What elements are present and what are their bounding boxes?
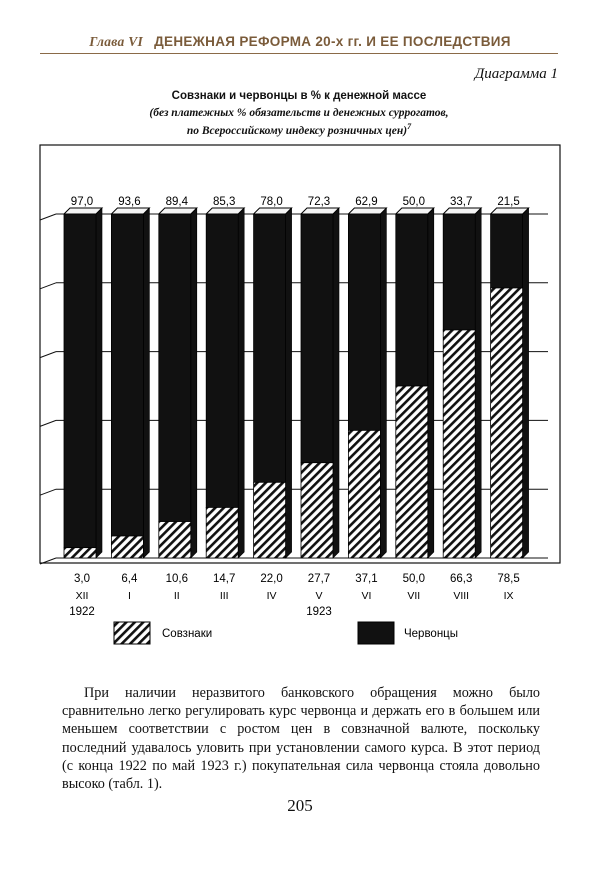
bar-chervontsy-6 [301, 214, 333, 463]
year-label-1923: 1923 [306, 606, 332, 618]
month-label-5: IV [266, 590, 277, 602]
chart-subtitle-line2-text: по Всероссийскому индексу розничных цен) [186, 124, 408, 137]
gridline-depth [40, 420, 56, 426]
legend-label-chervontsy: Червонцы [404, 628, 459, 640]
bar-sovznaki-10 [491, 288, 523, 558]
label-sovznaki-8: 50,0 [402, 573, 425, 585]
bar-chervontsy-10 [491, 214, 523, 288]
label-sovznaki-6: 27,7 [307, 573, 331, 585]
gridline-depth [40, 489, 56, 495]
bar-side-9 [475, 208, 481, 558]
diagram-label: Диаграмма 1 [474, 66, 558, 82]
gridline-depth [40, 283, 56, 289]
label-sovznaki-2: 6,4 [121, 573, 138, 585]
bar-chervontsy-1 [64, 214, 96, 548]
page-number: 205 [287, 796, 313, 815]
label-sovznaki-7: 37,1 [355, 573, 378, 585]
month-label-2: I [127, 590, 131, 602]
bar-side-4 [238, 208, 244, 558]
bar-chervontsy-8 [396, 214, 428, 386]
bar-top-4 [206, 208, 244, 214]
chart-title: Совзнаки и червонцы в % к денежной массе [171, 90, 427, 102]
bar-side-3 [191, 208, 197, 558]
bar-top-3 [159, 208, 197, 214]
label-sovznaki-10: 78,5 [497, 573, 520, 585]
legend-label-sovznaki: Совзнаки [162, 628, 213, 640]
bar-top-2 [111, 208, 149, 214]
bar-sovznaki-4 [206, 507, 238, 558]
bar-side-6 [333, 208, 339, 558]
label-chervontsy-3: 89,4 [165, 196, 188, 208]
month-label-6: V [315, 590, 323, 602]
bar-sovznaki-9 [443, 330, 475, 558]
bar-side-10 [523, 208, 529, 558]
label-chervontsy-4: 85,3 [213, 196, 236, 208]
label-sovznaki-9: 66,3 [450, 573, 473, 585]
label-chervontsy-10: 21,5 [497, 196, 520, 208]
month-label-1: XII [75, 590, 89, 602]
body-paragraph: При наличии неразвитого банковского обращения можно было сравнительно легко регулировать курс червонца и держать его в большем или меньшем соответствии с ростом цен в совзначной валюте, поскольку последний удавалось уловить при установлении самого курса. В этот период (с конца 1922 по май 1923 г.) покупательная сила червонца стояла довольно высоко (табл. 1). [62, 685, 540, 793]
label-chervontsy-7: 62,9 [355, 196, 378, 208]
bar-side-7 [380, 208, 386, 558]
bar-top-9 [443, 208, 481, 214]
bar-chervontsy-7 [348, 214, 380, 430]
footnote-mark: 7 [407, 122, 412, 131]
chart-subtitle-line1: (без платежных % обязательств и денежных суррогатов, [149, 107, 449, 119]
bar-side-2 [143, 208, 149, 558]
label-sovznaki-3: 10,6 [165, 573, 188, 585]
bar-chervontsy-9 [443, 214, 475, 330]
bar-sovznaki-7 [348, 430, 380, 558]
chapter-number: Глава VI [89, 34, 144, 49]
bar-top-8 [396, 208, 434, 214]
bar-chervontsy-4 [206, 214, 238, 507]
bar-sovznaki-8 [396, 386, 428, 558]
gridline-depth [40, 352, 56, 358]
gridline-depth [40, 214, 56, 220]
legend-swatch-chervontsy [358, 622, 394, 644]
label-sovznaki-4: 14,7 [213, 573, 236, 585]
bar-sovznaki-3 [159, 522, 191, 558]
year-label-1922: 1922 [69, 606, 95, 618]
bar-sovznaki-5 [254, 482, 286, 558]
bar-chervontsy-5 [254, 214, 286, 482]
bar-side-1 [96, 208, 102, 558]
bar-sovznaki-1 [64, 548, 96, 558]
label-chervontsy-5: 78,0 [260, 196, 283, 208]
month-label-8: VII [407, 590, 421, 602]
bar-top-7 [348, 208, 386, 214]
month-label-4: III [219, 590, 229, 602]
chapter-title: ДЕНЕЖНАЯ РЕФОРМА 20-х гг. И ЕЕ ПОСЛЕДСТВИЯ [154, 34, 511, 49]
label-chervontsy-1: 97,0 [70, 196, 94, 208]
bar-top-1 [64, 208, 102, 214]
bar-chervontsy-3 [159, 214, 191, 522]
bar-top-5 [254, 208, 292, 214]
bar-sovznaki-6 [301, 463, 333, 558]
label-chervontsy-9: 33,7 [450, 196, 473, 208]
month-label-10: IX [503, 590, 514, 602]
label-chervontsy-2: 93,6 [118, 196, 141, 208]
bar-sovznaki-2 [111, 536, 143, 558]
month-label-7: VI [361, 590, 372, 602]
bar-top-6 [301, 208, 339, 214]
label-sovznaki-5: 22,0 [260, 573, 283, 585]
bar-chervontsy-2 [111, 214, 143, 536]
bar-side-5 [286, 208, 292, 558]
legend-swatch-sovznaki [114, 622, 150, 644]
bar-top-10 [491, 208, 529, 214]
label-sovznaki-1: 3,0 [74, 573, 90, 585]
bar-side-8 [428, 208, 434, 558]
month-label-9: VIII [453, 590, 470, 602]
label-chervontsy-8: 50,0 [402, 196, 425, 208]
label-chervontsy-6: 72,3 [307, 196, 331, 208]
month-label-3: II [173, 590, 180, 602]
